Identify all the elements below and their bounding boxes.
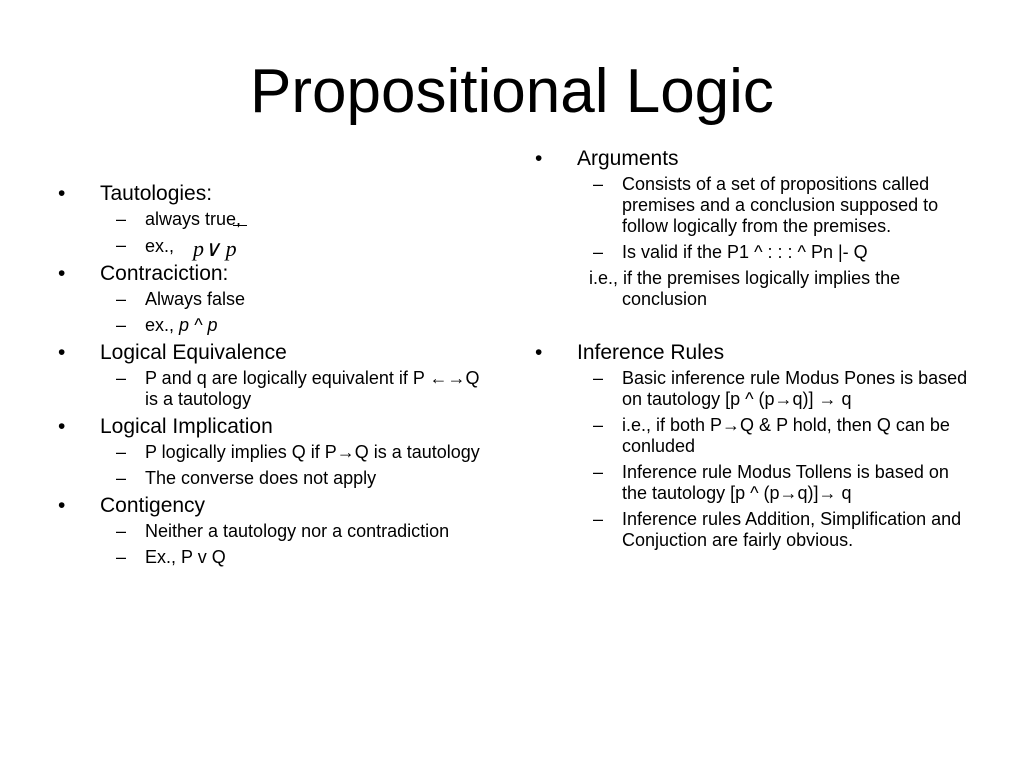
dash-glyph: – — [116, 468, 127, 488]
dash-glyph: – — [116, 235, 127, 255]
slide-title: Propositional Logic — [250, 57, 774, 126]
contradiction-expr: p ^ p — [179, 315, 218, 335]
dash-glyph: – — [593, 462, 604, 482]
bullet-arguments — [535, 147, 975, 171]
arguments-continuation: i.e., if the premises logically implies the conclusion — [589, 268, 901, 309]
implication-label: Logical Implication — [100, 415, 273, 438]
equivalence-label: Logical Equivalence — [100, 341, 287, 364]
dash-glyph: – — [116, 368, 127, 388]
sub-item: – The converse does not apply — [116, 468, 377, 488]
sub-item: – Inference rule Modus Tollens is based on the tautology [p ^ (p→q)]→ q — [593, 462, 949, 503]
dash-glyph: – — [116, 209, 127, 229]
dash-glyph: – — [593, 415, 604, 435]
bullet-tautologies — [58, 182, 488, 206]
spacer — [535, 315, 975, 339]
bullet-glyph: • — [58, 494, 66, 517]
sub-item: – Inference rules Addition, Simplification and Conjuction are fairly obvious. — [593, 509, 962, 550]
sub-item: – P logically implies Q if P→Q is a tautology — [116, 442, 480, 462]
bullet-contradiction — [58, 262, 488, 286]
sub-item: – always true, — [116, 209, 242, 229]
sub-item: – Is valid if the P1 ^ : : : ^ Pn |- Q — [593, 242, 868, 262]
arguments-label: Arguments — [577, 147, 679, 170]
sub-item: – Basic inference rule Modus Pones is based on tautology [p ^ (p→q)] → q — [593, 368, 968, 409]
dash-glyph: – — [593, 174, 604, 194]
right-column — [535, 145, 975, 556]
sub-item: – ex., p ^ p — [116, 315, 218, 335]
sub-item: – Consists of a set of propositions called premises and a conclusion supposed to follow logically from the premises. — [593, 174, 939, 236]
tautology-formula: p∨ p — [193, 239, 237, 259]
contigency-label: Contigency — [100, 494, 206, 517]
sub-item: – P and q are logically equivalent if P ←→Q is a tautology — [116, 368, 480, 409]
dash-glyph: – — [116, 442, 127, 462]
dash-glyph: – — [116, 315, 127, 335]
bullet-equivalence — [58, 341, 488, 365]
sub-item: – Neither a tautology nor a contradiction — [116, 521, 450, 541]
dash-glyph: – — [116, 289, 127, 309]
bullet-glyph: • — [535, 341, 543, 364]
dash-glyph: – — [593, 509, 604, 529]
left-column — [58, 180, 488, 573]
bullet-contigency — [58, 494, 488, 518]
bullet-inference-rules — [535, 341, 975, 365]
inference-label: Inference Rules — [577, 341, 725, 364]
bullet-glyph: • — [58, 262, 66, 285]
sub-item: – Ex., P v Q — [116, 547, 226, 567]
bullet-glyph: • — [58, 341, 66, 364]
bullet-glyph: • — [58, 182, 66, 205]
dash-glyph: – — [116, 547, 127, 567]
negation-bar — [233, 225, 247, 226]
tautologies-label: Tautologies: — [100, 182, 213, 205]
sub-item: – Always false — [116, 289, 246, 309]
sub-item: – i.e., if both P→Q & P hold, then Q can be conluded — [593, 415, 950, 456]
sub-item: – ex., p∨ p — [58, 235, 488, 257]
dash-glyph: – — [593, 368, 604, 388]
bullet-glyph: • — [535, 147, 543, 170]
dash-glyph: – — [116, 521, 127, 541]
bullet-glyph: • — [58, 415, 66, 438]
dash-glyph: – — [593, 242, 604, 262]
bullet-implication — [58, 415, 488, 439]
contradiction-label: Contraciction: — [100, 262, 229, 285]
